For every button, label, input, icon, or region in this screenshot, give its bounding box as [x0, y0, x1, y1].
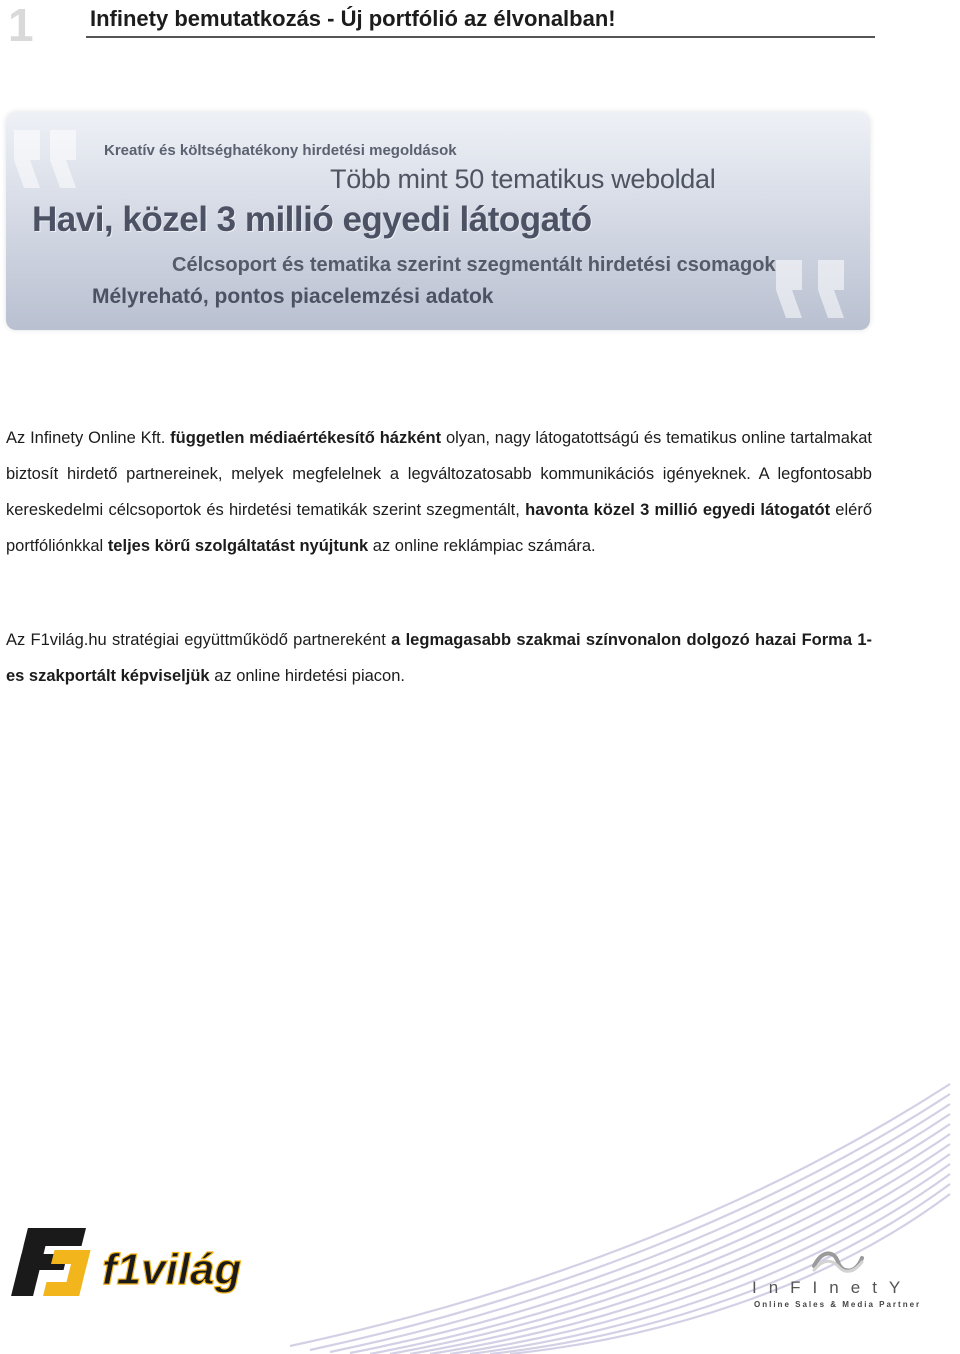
text-run: az online reklámpiac számára.: [368, 537, 596, 555]
infinety-tagline: Online Sales & Media Partner: [754, 1300, 922, 1309]
text-run-bold: teljes körű szolgáltatást nyújtunk: [107, 537, 369, 555]
infinity-icon: [808, 1248, 868, 1278]
text-run: elérő portfóliónkkal: [6, 501, 872, 555]
text-run: olyan, nagy látogatottságú és tematikus online tartalmakat biztosít hirdető partnereinek, melyek megfelelnek a legváltozatosabb kommunikációs igényeknek. A legfontosabb kereskedelmi célcsoportok és hirdetési tematikák szerint szegmentált,: [6, 429, 872, 519]
text-run: Az Infinety Online Kft.: [6, 429, 166, 447]
page-number: 1: [8, 0, 34, 51]
promo-banner: [6, 112, 870, 330]
banner-line-4: Célcsoport és tematika szerint szegmentált hirdetési csomagok: [172, 254, 776, 276]
banner-line-2: Több mint 50 tematikus weboldal: [330, 164, 716, 194]
text-run: az online hirdetési piacon.: [209, 667, 405, 685]
title-underline: [86, 36, 875, 38]
text-run-bold: havonta közel 3 millió egyedi látogatót: [525, 501, 831, 519]
text-run: Az F1világ.hu stratégiai együttműködő partnereként: [6, 631, 392, 649]
text-run-bold: független médiaértékesítő házként: [165, 429, 442, 447]
infinety-wordmark: InFInetY: [752, 1278, 913, 1297]
intro-paragraph: [6, 420, 872, 564]
text-run-bold: a legmagasabb szakmai színvonalon dolgozó hazai Forma 1-es szakportált képviseljük: [6, 631, 872, 685]
partner-paragraph: [6, 622, 872, 694]
banner-line-1: Kreatív és költséghatékony hirdetési megoldások: [104, 142, 457, 159]
banner-headline: Havi, közel 3 millió egyedi látogató: [32, 200, 592, 239]
f1vilag-logo-text: f1világ: [102, 1245, 242, 1294]
infinety-logo: [750, 1248, 930, 1318]
page-title: Infinety bemutatkozás - Új portfólió az élvonalban!: [90, 6, 616, 31]
f1vilag-logo: [6, 1220, 252, 1304]
banner-line-5: Mélyreható, pontos piacelemzési adatok: [92, 285, 494, 308]
